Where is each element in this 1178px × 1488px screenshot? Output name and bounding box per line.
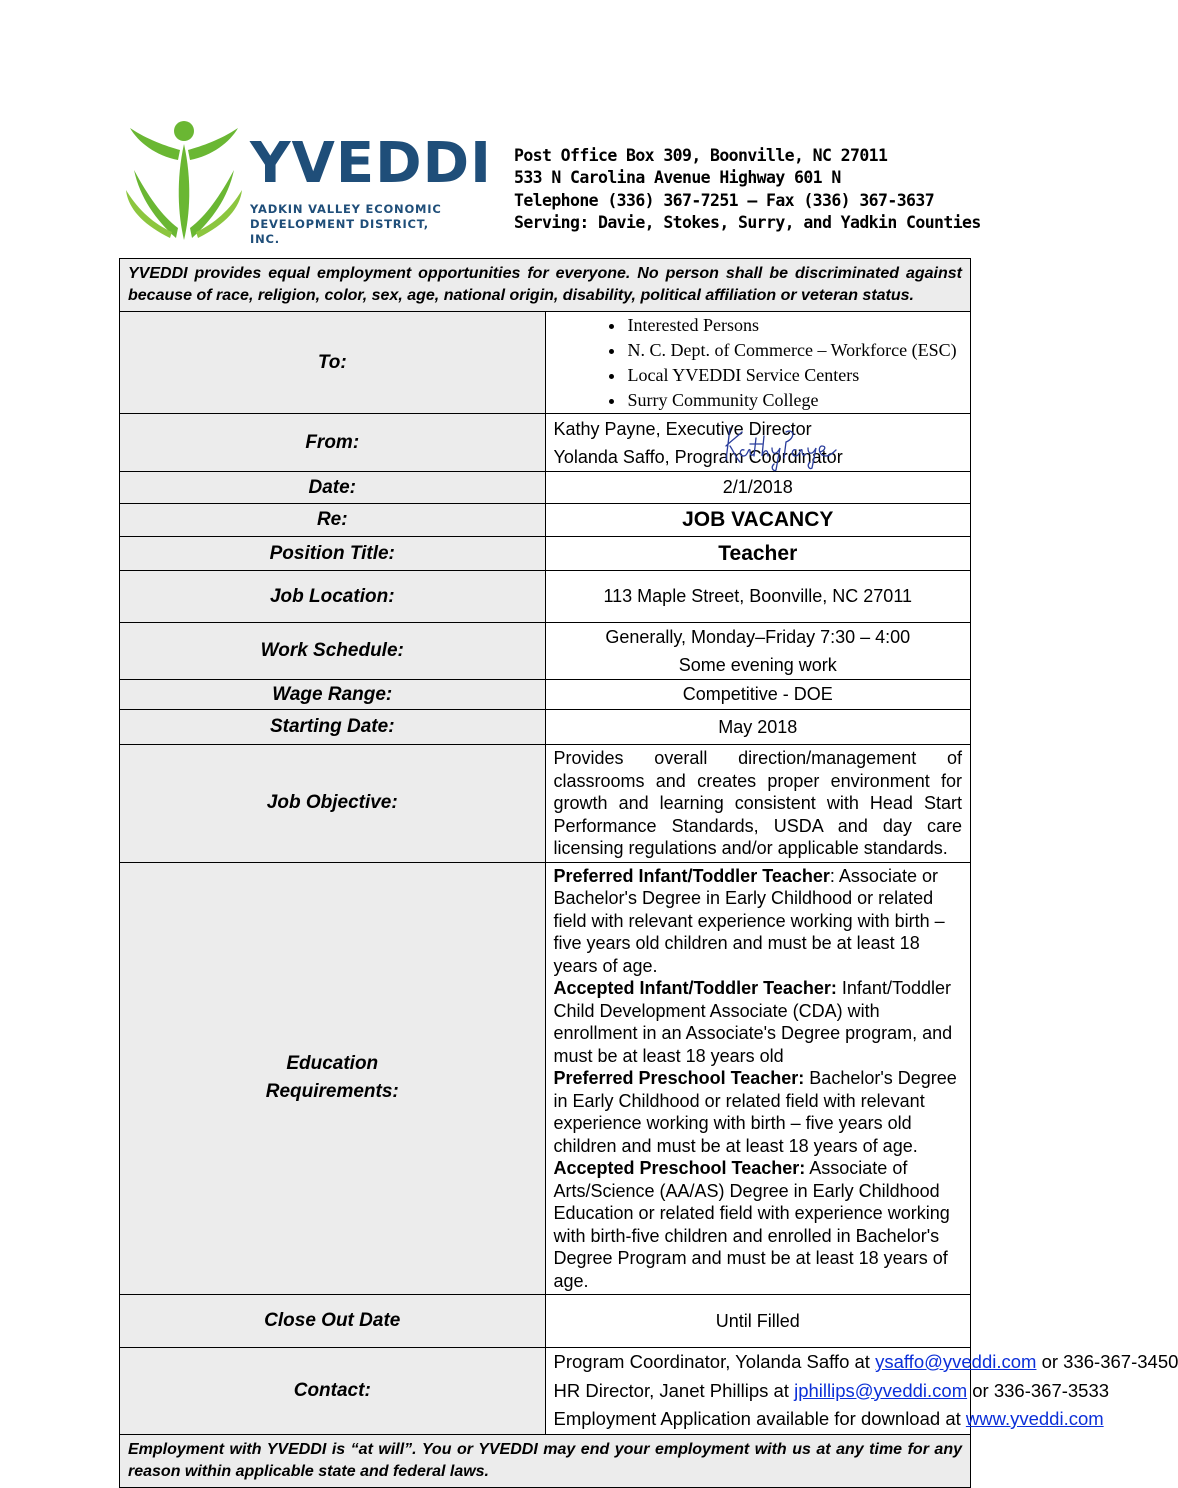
location-value: 113 Maple Street, Boonville, NC 27011	[545, 571, 971, 623]
education-label-line: Education	[286, 1053, 379, 1075]
list-item: • Interested Persons	[626, 313, 963, 338]
from-line: Yolanda Saffo, Program Coordinator	[553, 446, 843, 467]
logo-subtitle-line: YADKIN VALLEY ECONOMIC	[250, 202, 442, 216]
signature-image	[722, 420, 838, 472]
yveddi-logo	[126, 120, 492, 246]
position-value: Teacher	[545, 537, 971, 571]
contact-text: Employment Application available for download at	[553, 1408, 966, 1429]
education-label-line: Requirements:	[265, 1081, 399, 1103]
schedule-label: Work Schedule:	[120, 623, 546, 680]
website-link[interactable]: www.yveddi.com	[965, 1408, 1104, 1429]
wage-label: Wage Range:	[120, 680, 546, 710]
education-sep: :	[829, 865, 839, 886]
education-heading: Accepted Preschool Teacher:	[553, 1158, 806, 1178]
education-value	[545, 862, 971, 1295]
re-label: Re:	[120, 504, 546, 537]
education-heading: Preferred Preschool Teacher:	[553, 1068, 805, 1088]
education-text: Associate or Bachelor's Degree in Early Childhood or related field with relevant experience working with birth – five years old children and must be at least 18 years of age.	[553, 865, 945, 976]
education-item	[554, 977, 963, 1067]
education-item	[554, 1157, 963, 1292]
leaf-figure-icon	[126, 120, 246, 242]
contact-line	[553, 1377, 1110, 1406]
from-label: From:	[120, 414, 546, 472]
address-line: Serving: Davie, Stokes, Surry, and Yadkin Counties	[514, 212, 981, 232]
from-line: Kathy Payne, Executive Director	[553, 418, 812, 439]
wage-value: Competitive - DOE	[545, 680, 971, 710]
education-item	[554, 1067, 963, 1157]
contact-text: or 336-367-3450	[1036, 1351, 1178, 1372]
re-value: JOB VACANCY	[545, 504, 971, 537]
location-label: Job Location:	[120, 571, 546, 623]
list-item: • N. C. Dept. of Commerce – Workforce (ESC)	[626, 338, 963, 363]
schedule-value	[545, 623, 971, 680]
education-text: Bachelor's Degree in Early Childhood or related field with relevant experience working with birth – five years old children and must be at least 18 years of age.	[553, 1068, 957, 1156]
education-heading: Accepted Infant/Toddler Teacher:	[553, 978, 837, 998]
contact-line	[553, 1405, 1104, 1434]
recipient-list	[554, 313, 963, 413]
address-line: Telephone (336) 367-7251 – Fax (336) 367-3637	[514, 190, 935, 210]
contact-text: Program Coordinator, Yolanda Saffo at	[553, 1351, 876, 1372]
date-label: Date:	[120, 472, 546, 504]
starting-date-value: May 2018	[545, 710, 971, 745]
education-heading: Preferred Infant/Toddler Teacher	[553, 865, 830, 886]
objective-label: Job Objective:	[120, 745, 546, 863]
job-vacancy-table	[119, 258, 1178, 1488]
education-text: Infant/Toddler Child Development Associate (CDA) with enrollment in an Associate's Degree program, and must be at least 18 years old	[553, 978, 953, 1066]
list-item: • Local YVEDDI Service Centers	[626, 363, 963, 388]
education-item	[554, 865, 963, 978]
contact-line	[553, 1348, 1178, 1377]
logo-subtitle	[250, 202, 456, 247]
list-item: • Surry Community College	[626, 388, 963, 413]
address-line: Post Office Box 309, Boonville, NC 27011	[514, 146, 888, 165]
email-link-ysaffo[interactable]: ysaffo@yveddi.com	[875, 1351, 1037, 1372]
at-will-notice: Employment with YVEDDI is “at will”. You or YVEDDI may end your employment with us at any time for any reason within applicable state and federal laws.	[120, 1434, 971, 1487]
education-text: Associate of Arts/Science (AA/AS) Degree in Early Childhood Education or related field with experience working with birth-five children and enrolled in Bachelor's Degree Program and must be at least 18 years of age.	[553, 1158, 950, 1291]
eeo-notice: YVEDDI provides equal employment opportunities for everyone. No person shall be discriminated against because of race, religion, color, sex, age, national origin, disability, political affiliation or veteran status.	[120, 259, 971, 312]
contact-text: HR Director, Janet Phillips at	[553, 1379, 795, 1401]
objective-value: Provides overall direction/management of classrooms and creates proper environment for growth and learning consistent with Head Start Performance Standards, USDA and day care licensing regulations and/or applicable standards.	[545, 745, 971, 863]
education-label	[120, 862, 546, 1295]
closeout-value: Until Filled	[545, 1295, 971, 1348]
schedule-line: Generally, Monday–Friday 7:30 – 4:00	[605, 627, 911, 647]
position-label: Position Title:	[120, 537, 546, 571]
contact-value	[545, 1348, 1178, 1435]
schedule-line: Some evening work	[678, 655, 837, 675]
contact-label: Contact:	[120, 1348, 546, 1435]
starting-date-label: Starting Date:	[120, 710, 546, 745]
closeout-label: Close Out Date	[120, 1295, 546, 1348]
address-block	[514, 145, 981, 234]
date-value: 2/1/2018	[545, 472, 971, 504]
logo-wordmark: YVEDDI	[250, 131, 492, 196]
to-value	[545, 312, 971, 414]
email-link-jphillips[interactable]: jphillips@yveddi.com	[794, 1379, 968, 1401]
contact-text: or 336-367-3533	[967, 1379, 1110, 1401]
logo-subtitle-line: DEVELOPMENT DISTRICT, INC.	[250, 217, 429, 246]
address-line: 533 N Carolina Avenue Highway 601 N	[514, 168, 841, 188]
to-label: To:	[120, 312, 546, 414]
